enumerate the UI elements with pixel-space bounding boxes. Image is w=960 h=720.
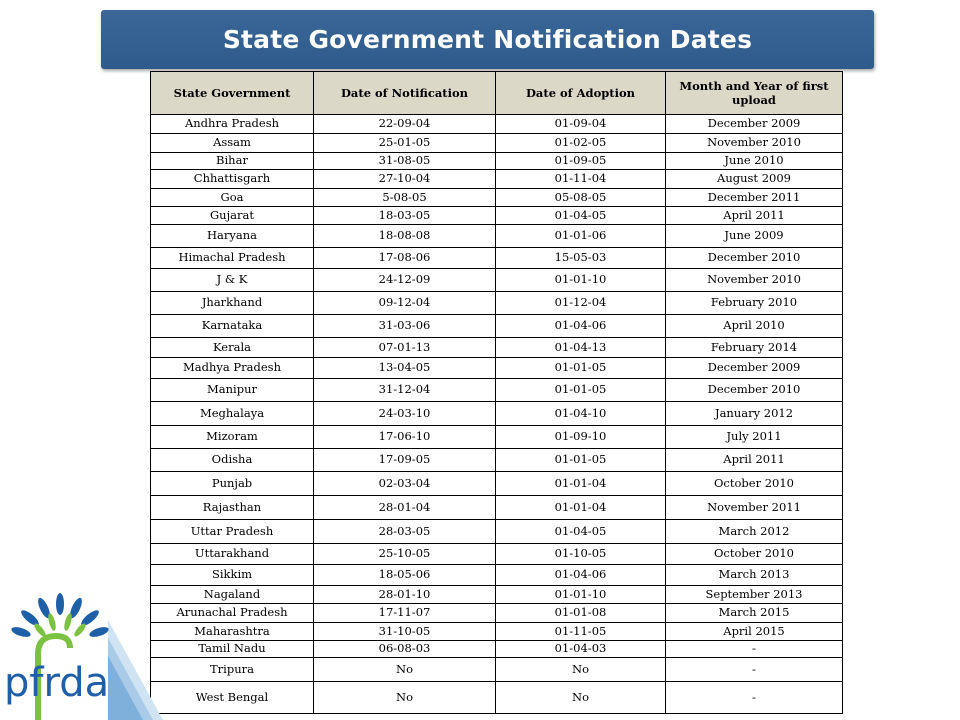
table-cell: January 2012 bbox=[666, 402, 843, 426]
table-row bbox=[151, 269, 843, 292]
table-cell: 01-02-05 bbox=[496, 134, 666, 153]
table-cell: 28-01-10 bbox=[314, 586, 496, 604]
table-cell: 01-01-08 bbox=[496, 604, 666, 623]
table-cell: Goa bbox=[151, 189, 314, 207]
table-row bbox=[151, 623, 843, 641]
table-row bbox=[151, 641, 843, 658]
table-cell: 01-09-10 bbox=[496, 426, 666, 449]
table-cell: 01-01-04 bbox=[496, 472, 666, 496]
table-cell: 01-01-06 bbox=[496, 225, 666, 248]
table-cell: No bbox=[314, 682, 496, 714]
table-cell: 15-05-03 bbox=[496, 248, 666, 269]
table-cell: 25-01-05 bbox=[314, 134, 496, 153]
table-cell: J & K bbox=[151, 269, 314, 292]
table-cell: 31-12-04 bbox=[314, 379, 496, 402]
table-cell: 5-08-05 bbox=[314, 189, 496, 207]
table-cell: 01-01-05 bbox=[496, 449, 666, 472]
table-cell: 27-10-04 bbox=[314, 170, 496, 189]
table-cell: November 2011 bbox=[666, 496, 843, 520]
table-cell: 01-04-05 bbox=[496, 520, 666, 544]
table-cell: Bihar bbox=[151, 153, 314, 170]
table-row bbox=[151, 544, 843, 565]
table-body bbox=[151, 115, 843, 714]
table-cell: - bbox=[666, 682, 843, 714]
table-cell: 24-12-09 bbox=[314, 269, 496, 292]
title-banner bbox=[101, 10, 874, 69]
table-cell: 01-01-04 bbox=[496, 496, 666, 520]
table-cell: Kerala bbox=[151, 338, 314, 358]
table-cell: Madhya Pradesh bbox=[151, 358, 314, 379]
table-cell: July 2011 bbox=[666, 426, 843, 449]
table-cell: 17-08-06 bbox=[314, 248, 496, 269]
table-cell: Tamil Nadu bbox=[151, 641, 314, 658]
table-cell: September 2013 bbox=[666, 586, 843, 604]
table-row bbox=[151, 292, 843, 315]
table-row bbox=[151, 189, 843, 207]
table-cell: 05-08-05 bbox=[496, 189, 666, 207]
table-cell: 17-11-07 bbox=[314, 604, 496, 623]
table-cell: 01-01-05 bbox=[496, 379, 666, 402]
table-cell: 01-04-13 bbox=[496, 338, 666, 358]
table-cell: November 2010 bbox=[666, 269, 843, 292]
notification-table bbox=[150, 71, 843, 714]
table-row bbox=[151, 604, 843, 623]
table-cell: - bbox=[666, 658, 843, 682]
page-title: State Government Notification Dates bbox=[222, 25, 753, 54]
table-cell: 13-04-05 bbox=[314, 358, 496, 379]
table-row bbox=[151, 379, 843, 402]
table-cell: Gujarat bbox=[151, 207, 314, 225]
table-cell: December 2010 bbox=[666, 379, 843, 402]
table-row bbox=[151, 358, 843, 379]
table-cell: Nagaland bbox=[151, 586, 314, 604]
table-cell: December 2011 bbox=[666, 189, 843, 207]
table-cell: April 2010 bbox=[666, 315, 843, 338]
table-header-row bbox=[151, 72, 843, 115]
table-cell: March 2012 bbox=[666, 520, 843, 544]
table-cell: October 2010 bbox=[666, 472, 843, 496]
table-cell: December 2009 bbox=[666, 115, 843, 134]
table-cell: 18-03-05 bbox=[314, 207, 496, 225]
table-cell: June 2010 bbox=[666, 153, 843, 170]
table-cell: April 2011 bbox=[666, 449, 843, 472]
table-row bbox=[151, 496, 843, 520]
table-row bbox=[151, 682, 843, 714]
table-cell: West Bengal bbox=[151, 682, 314, 714]
table-cell: 31-10-05 bbox=[314, 623, 496, 641]
table-cell: February 2014 bbox=[666, 338, 843, 358]
table-cell: Tripura bbox=[151, 658, 314, 682]
table-cell: Uttar Pradesh bbox=[151, 520, 314, 544]
table-row bbox=[151, 225, 843, 248]
table-row bbox=[151, 472, 843, 496]
table-row bbox=[151, 115, 843, 134]
table-cell: Andhra Pradesh bbox=[151, 115, 314, 134]
table-cell: 17-09-05 bbox=[314, 449, 496, 472]
table-cell: - bbox=[666, 641, 843, 658]
table-cell: 31-03-06 bbox=[314, 315, 496, 338]
column-header: State Government bbox=[151, 72, 314, 115]
table-cell: Jharkhand bbox=[151, 292, 314, 315]
table-cell: Chhattisgarh bbox=[151, 170, 314, 189]
table-cell: October 2010 bbox=[666, 544, 843, 565]
table-cell: 28-03-05 bbox=[314, 520, 496, 544]
table-cell: 01-01-10 bbox=[496, 586, 666, 604]
table-row bbox=[151, 207, 843, 225]
table-cell: Maharashtra bbox=[151, 623, 314, 641]
table-cell: Karnataka bbox=[151, 315, 314, 338]
table-row bbox=[151, 520, 843, 544]
table-row bbox=[151, 449, 843, 472]
table-row bbox=[151, 248, 843, 269]
table-cell: 01-10-05 bbox=[496, 544, 666, 565]
table-cell: 09-12-04 bbox=[314, 292, 496, 315]
table-cell: 28-01-04 bbox=[314, 496, 496, 520]
table-cell: 06-08-03 bbox=[314, 641, 496, 658]
table-cell: 17-06-10 bbox=[314, 426, 496, 449]
table-cell: November 2010 bbox=[666, 134, 843, 153]
logo-text: pfrda bbox=[4, 660, 110, 706]
table-cell: 01-12-04 bbox=[496, 292, 666, 315]
table-cell: 18-05-06 bbox=[314, 565, 496, 586]
pfrda-logo-icon bbox=[0, 592, 120, 720]
column-header: Month and Year of first upload bbox=[666, 72, 843, 115]
table-row bbox=[151, 153, 843, 170]
table-cell: 01-04-06 bbox=[496, 315, 666, 338]
table-cell: February 2010 bbox=[666, 292, 843, 315]
table-cell: December 2009 bbox=[666, 358, 843, 379]
table-cell: March 2015 bbox=[666, 604, 843, 623]
table-cell: 24-03-10 bbox=[314, 402, 496, 426]
table-cell: Odisha bbox=[151, 449, 314, 472]
table-cell: No bbox=[496, 682, 666, 714]
column-header: Date of Notification bbox=[314, 72, 496, 115]
table-row bbox=[151, 426, 843, 449]
table-cell: 25-10-05 bbox=[314, 544, 496, 565]
table-cell: April 2015 bbox=[666, 623, 843, 641]
table-cell: 01-04-10 bbox=[496, 402, 666, 426]
table-row bbox=[151, 315, 843, 338]
table-cell: Uttarakhand bbox=[151, 544, 314, 565]
table-cell: Rajasthan bbox=[151, 496, 314, 520]
table-row bbox=[151, 586, 843, 604]
notification-table-container bbox=[150, 71, 842, 714]
table-cell: Punjab bbox=[151, 472, 314, 496]
column-header: Date of Adoption bbox=[496, 72, 666, 115]
table-row bbox=[151, 402, 843, 426]
table-cell: 18-08-08 bbox=[314, 225, 496, 248]
table-cell: 01-04-03 bbox=[496, 641, 666, 658]
table-cell: 01-11-05 bbox=[496, 623, 666, 641]
table-cell: Manipur bbox=[151, 379, 314, 402]
table-cell: 01-11-04 bbox=[496, 170, 666, 189]
table-cell: 01-01-10 bbox=[496, 269, 666, 292]
table-cell: Mizoram bbox=[151, 426, 314, 449]
table-cell: 07-01-13 bbox=[314, 338, 496, 358]
table-cell: Arunachal Pradesh bbox=[151, 604, 314, 623]
table-cell: Assam bbox=[151, 134, 314, 153]
table-row bbox=[151, 658, 843, 682]
table-cell: No bbox=[314, 658, 496, 682]
table-cell: April 2011 bbox=[666, 207, 843, 225]
table-cell: 31-08-05 bbox=[314, 153, 496, 170]
table-row bbox=[151, 134, 843, 153]
table-cell: 01-04-06 bbox=[496, 565, 666, 586]
table-cell: 01-01-05 bbox=[496, 358, 666, 379]
table-row bbox=[151, 565, 843, 586]
table-cell: June 2009 bbox=[666, 225, 843, 248]
table-cell: Himachal Pradesh bbox=[151, 248, 314, 269]
table-cell: No bbox=[496, 658, 666, 682]
table-cell: 22-09-04 bbox=[314, 115, 496, 134]
table-cell: August 2009 bbox=[666, 170, 843, 189]
table-cell: March 2013 bbox=[666, 565, 843, 586]
table-cell: December 2010 bbox=[666, 248, 843, 269]
table-cell: 01-09-05 bbox=[496, 153, 666, 170]
table-row bbox=[151, 338, 843, 358]
table-cell: 01-09-04 bbox=[496, 115, 666, 134]
table-row bbox=[151, 170, 843, 189]
table-cell: Sikkim bbox=[151, 565, 314, 586]
table-cell: 01-04-05 bbox=[496, 207, 666, 225]
table-cell: 02-03-04 bbox=[314, 472, 496, 496]
table-cell: Haryana bbox=[151, 225, 314, 248]
table-cell: Meghalaya bbox=[151, 402, 314, 426]
